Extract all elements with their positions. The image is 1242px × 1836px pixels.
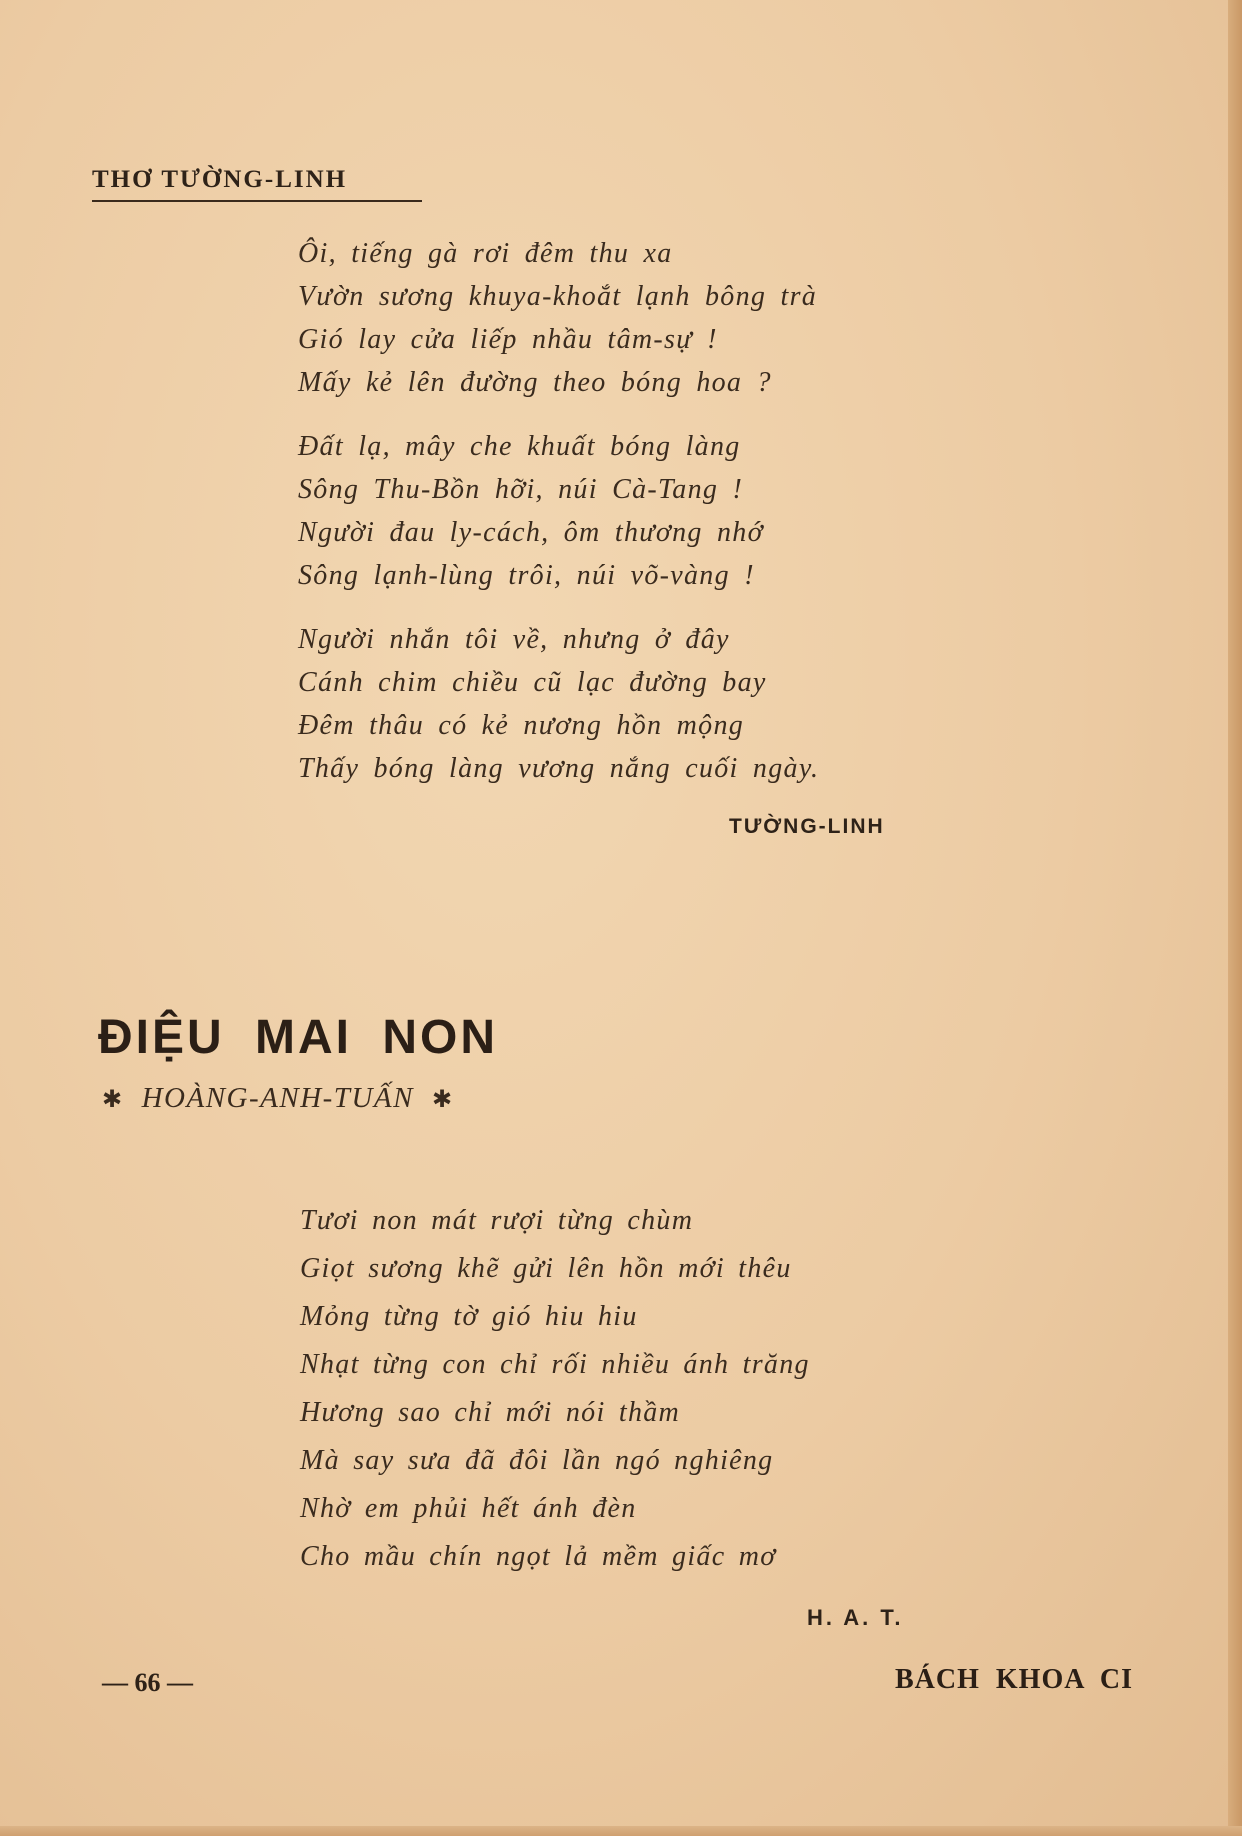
poem-line: Nhờ em phủi hết ánh đèn bbox=[300, 1493, 637, 1524]
poem1-signature: TƯỜNG-LINH bbox=[729, 815, 885, 838]
poem-line: Vườn sương khuya-khoắt lạnh bông trà bbox=[298, 281, 818, 312]
poem-line: Sông Thu-Bồn hỡi, núi Cà-Tang ! bbox=[298, 474, 744, 505]
page-edge-right bbox=[1228, 0, 1242, 1836]
stanza bbox=[298, 232, 819, 404]
poem2-title: ĐIỆU MAI NON bbox=[98, 1011, 498, 1064]
poem2-signature: H. A. T. bbox=[807, 1605, 904, 1630]
poem-line: Giọt sương khẽ gửi lên hồn mới thêu bbox=[300, 1253, 792, 1284]
poem-line: Nhạt từng con chỉ rối nhiều ánh trăng bbox=[300, 1349, 810, 1380]
poem-line: Mấy kẻ lên đường theo bóng hoa ? bbox=[298, 367, 772, 398]
poem-line: Đêm thâu có kẻ nương hồn mộng bbox=[298, 710, 745, 741]
poem-line: Người đau ly-cách, ôm thương nhớ bbox=[298, 517, 764, 548]
poem-dieu-mai-non bbox=[300, 1197, 810, 1581]
magazine-name: BÁCH KHOA CI bbox=[895, 1664, 1134, 1695]
poem2-author-line bbox=[100, 1082, 454, 1115]
poem-line: Ôi, tiếng gà rơi đêm thu xa bbox=[298, 238, 673, 269]
section-header: THƠ TƯỜNG-LINH bbox=[92, 166, 422, 202]
poem-line: Gió lay cửa liếp nhầu tâm-sự ! bbox=[298, 324, 718, 355]
poem-line: Đất lạ, mây che khuất bóng làng bbox=[298, 431, 741, 462]
page-edge-bottom bbox=[0, 1826, 1242, 1836]
poem-tuong-linh bbox=[298, 232, 819, 811]
page-number: — 66 — bbox=[102, 1668, 193, 1697]
poem-line: Mà say sưa đã đôi lần ngó nghiêng bbox=[300, 1445, 774, 1476]
poem-line: Sông lạnh-lùng trôi, núi võ-vàng ! bbox=[298, 560, 755, 591]
poem-line: Người nhắn tôi về, nhưng ở đây bbox=[298, 624, 730, 655]
stanza bbox=[298, 618, 819, 790]
star-icon: ✱ bbox=[431, 1087, 454, 1113]
poem-line: Mỏng từng tờ gió hiu hiu bbox=[300, 1301, 638, 1332]
poem2-author: HOÀNG-ANH-TUẤN bbox=[141, 1082, 414, 1114]
poem-line: Thấy bóng làng vương nắng cuối ngày. bbox=[298, 753, 820, 784]
poem-line: Hương sao chỉ mới nói thầm bbox=[300, 1397, 681, 1428]
poem-line: Cánh chim chiều cũ lạc đường bay bbox=[298, 667, 767, 698]
stanza bbox=[298, 425, 819, 597]
poem-line: Cho mầu chín ngọt lả mềm giấc mơ bbox=[300, 1541, 777, 1572]
poem-line: Tươi non mát rượi từng chùm bbox=[300, 1205, 694, 1236]
star-icon: ✱ bbox=[102, 1087, 124, 1113]
